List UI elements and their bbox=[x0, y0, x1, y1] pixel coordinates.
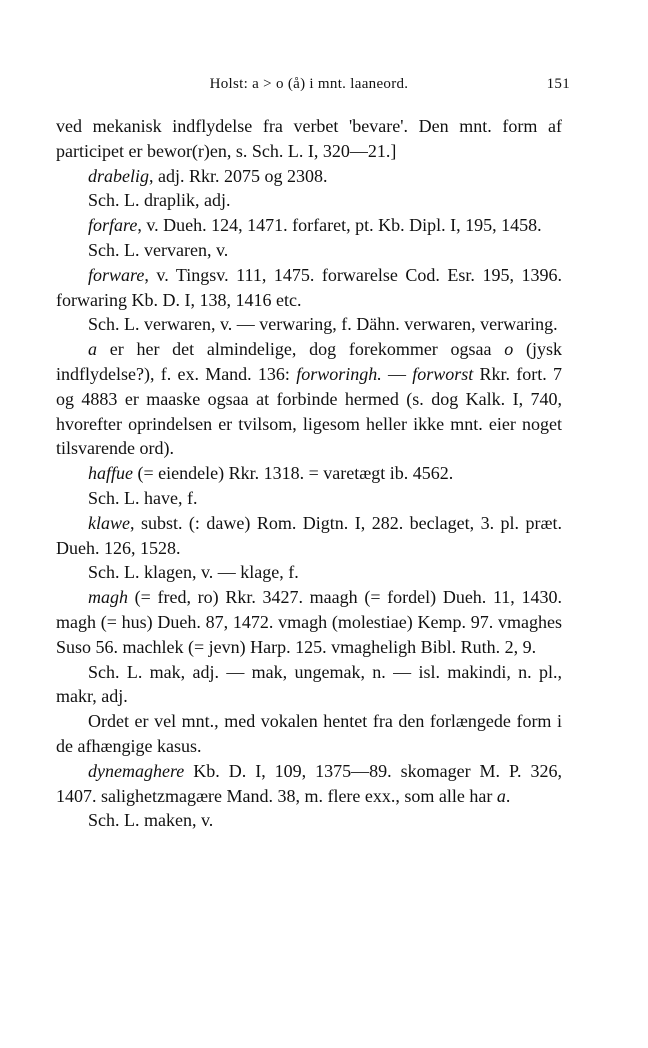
italic-term: forfare bbox=[88, 215, 138, 236]
italic-term: drabelig bbox=[88, 165, 149, 186]
paragraph-text: , subst. (: dawe) Rom. Digtn. I, 282. beclaget, 3. pl. præt. Dueh. 126, 1528. bbox=[56, 512, 562, 558]
paragraph bbox=[56, 461, 562, 486]
running-title: Holst: a > o (å) i mnt. laaneord. bbox=[209, 76, 409, 92]
paragraph-text: , v. Dueh. 124, 1471. forfaret, pt. Kb. Dipl. I, 195, 1458. bbox=[137, 215, 542, 236]
paragraph-text: Sch. L. draplik, adj. bbox=[88, 190, 231, 211]
paragraph-text: Sch. L. klagen, v. — klage, f. bbox=[88, 562, 299, 583]
italic-term: dynemaghere bbox=[88, 760, 185, 781]
paragraph-text: , v. Tingsv. 111, 1475. forwarelse Cod. Esr. 195, 1396. forwaring Kb. D. I, 138, 1416 etc. bbox=[56, 264, 562, 310]
paragraph-text: Ordet er vel mnt., med vokalen hentet fra den forlængede form i de afhængige kasus. bbox=[56, 711, 562, 756]
paragraph-text: Sch. L. have, f. bbox=[88, 487, 198, 508]
paragraph-text: ved mekanisk indflydelse fra verbet 'bevare'. Den mnt. form af participet er bewor(r)en, s. Sch. L. I, 320—21.] bbox=[56, 116, 562, 161]
italic-term: magh bbox=[88, 587, 128, 608]
paragraph bbox=[56, 213, 562, 238]
paragraph-text: . bbox=[505, 785, 511, 806]
paragraph-text: Sch. L. vervaren, v. bbox=[88, 239, 229, 260]
paragraph bbox=[56, 188, 562, 213]
paragraph bbox=[56, 312, 562, 337]
paragraph bbox=[56, 114, 562, 164]
paragraph-text: (jysk indflydelse?), f. ex. Mand. 136: bbox=[56, 339, 562, 384]
paragraph-text: , adj. Rkr. 2075 og 2308. bbox=[149, 165, 328, 186]
page-number: 151 bbox=[546, 76, 570, 92]
paragraph bbox=[56, 238, 562, 263]
paragraph-text: (= fred, ro) Rkr. 3427. maagh (= fordel) Dueh. 11, 1430. magh (= hus) Dueh. 87, 1472. vmagh (molestiae) Kemp. 97. vmaghes Suso 56. machlek (= jevn) Harp. 125. vmagheligh Bibl. Ruth. 2, 9. bbox=[56, 587, 562, 657]
paragraph bbox=[56, 164, 562, 189]
paragraph-text: — bbox=[381, 363, 413, 384]
italic-term: o bbox=[504, 339, 514, 360]
body-text bbox=[56, 114, 562, 833]
paragraph bbox=[56, 660, 562, 710]
paragraph bbox=[56, 486, 562, 511]
paragraph-text: (= eiendele) Rkr. 1318. = varetægt ib. 4562. bbox=[133, 463, 454, 484]
italic-term: haffue bbox=[88, 463, 133, 484]
paragraph bbox=[56, 337, 562, 461]
italic-term: forworingh. bbox=[296, 363, 382, 384]
italic-term: klawe bbox=[88, 512, 130, 533]
paragraph bbox=[56, 263, 562, 313]
paragraph bbox=[56, 759, 562, 809]
italic-term: forware bbox=[88, 264, 145, 285]
italic-term: forworst bbox=[412, 363, 474, 384]
paragraph-text: Sch. L. maken, v. bbox=[88, 810, 214, 831]
paragraph-text: Kb. D. I, 109, 1375—89. skomager M. P. 326, 1407. salighetzmagære Mand. 38, m. flere exx., som alle har bbox=[56, 760, 562, 806]
paragraph-text: er her det almindelige, dog forekommer ogsaa bbox=[97, 339, 505, 360]
paragraph bbox=[56, 808, 562, 833]
paragraph-text: Rkr. fort. 7 og 4883 er maaske ogsaa at forbinde hermed (s. dog Kalk. I, 740, hvorefter oprindelsen er tvilsom, ligesom heller ikke mnt. eier noget tilsvarende ord). bbox=[56, 363, 562, 459]
italic-term: a bbox=[496, 785, 506, 806]
italic-term: a bbox=[88, 339, 97, 360]
paragraph bbox=[56, 511, 562, 561]
paragraph bbox=[56, 560, 562, 585]
paragraph bbox=[56, 709, 562, 759]
paragraph-text: Sch. L. verwaren, v. — verwaring, f. Dähn. verwaren, verwaring. bbox=[88, 314, 558, 335]
paragraph-text: Sch. L. mak, adj. — mak, ungemak, n. — isl. makindi, n. pl., makr, adj. bbox=[56, 661, 562, 707]
running-header bbox=[56, 76, 570, 104]
paragraph bbox=[56, 585, 562, 659]
